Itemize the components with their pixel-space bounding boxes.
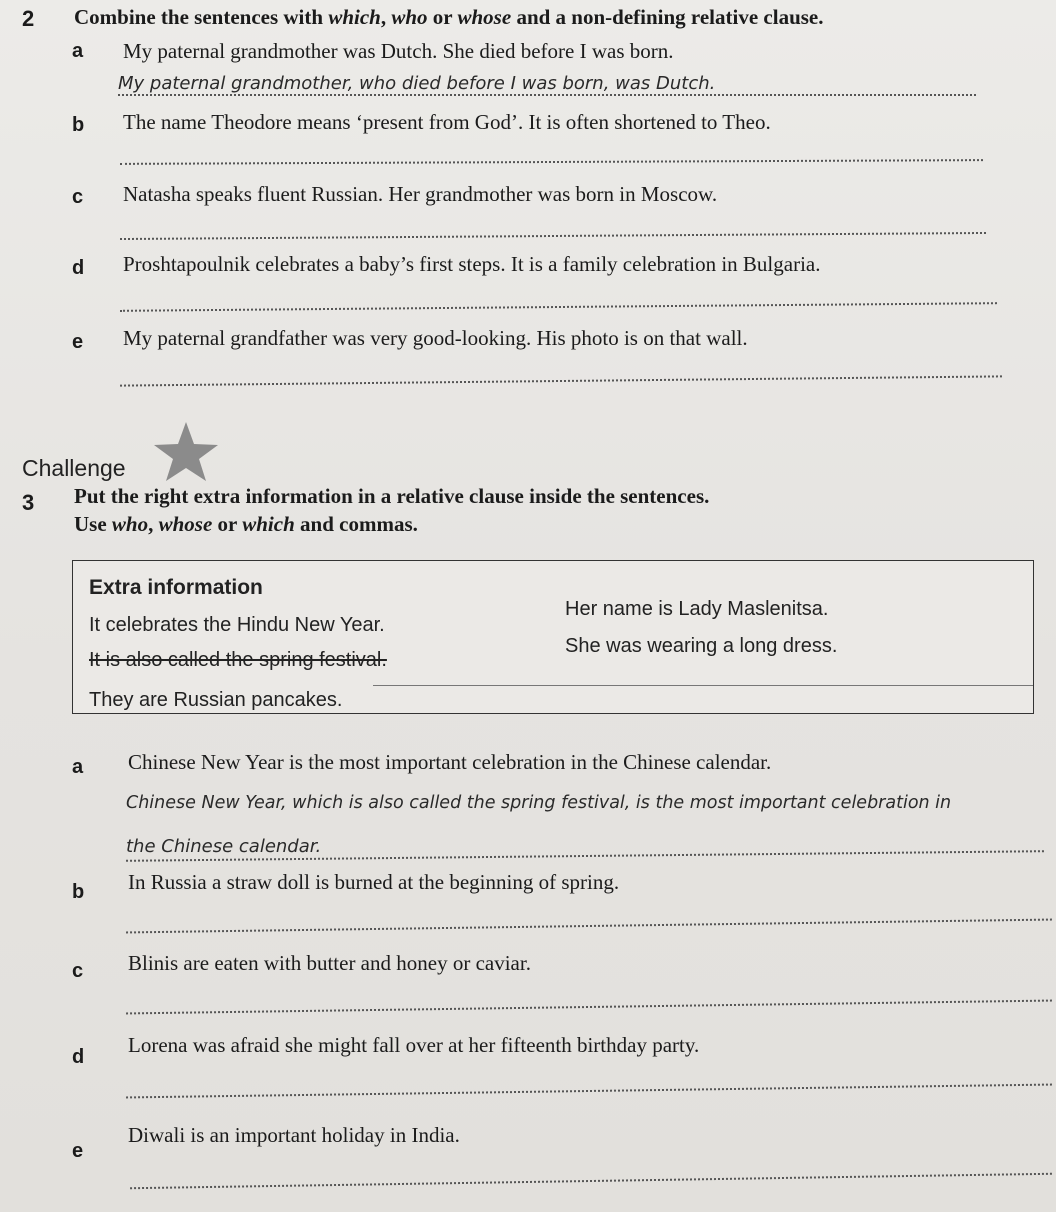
exercise-3-instruction-line2 bbox=[74, 512, 418, 537]
instruction-whose: whose bbox=[457, 5, 512, 29]
answer-line[interactable] bbox=[120, 159, 983, 165]
question-text: My paternal grandmother was Dutch. She died before I was born. bbox=[123, 39, 674, 63]
challenge-label: Challenge bbox=[22, 455, 126, 481]
instruction-whose: whose bbox=[158, 512, 213, 536]
item-letter: e bbox=[72, 1140, 84, 1162]
instruction-which: which bbox=[328, 5, 381, 29]
item-letter: c bbox=[72, 960, 84, 982]
answer-text[interactable]: Chinese New Year, which is also called the spring festival, is the most important celebration in bbox=[126, 793, 952, 813]
exercise-2-instruction bbox=[74, 5, 824, 30]
question-text: Natasha speaks fluent Russian. Her grandmother was born in Moscow. bbox=[123, 182, 718, 206]
box-divider bbox=[373, 685, 1033, 686]
instruction-text: and commas. bbox=[294, 512, 418, 536]
answer-line[interactable] bbox=[130, 1173, 1052, 1189]
star-icon bbox=[150, 418, 222, 484]
box-item: They are Russian pancakes. bbox=[89, 689, 343, 711]
answer-line[interactable] bbox=[120, 302, 997, 312]
answer-line[interactable] bbox=[126, 1084, 1052, 1099]
question-text: Lorena was afraid she might fall over at her fifteenth birthday party. bbox=[128, 1033, 700, 1057]
box-item: It celebrates the Hindu New Year. bbox=[89, 614, 385, 636]
answer-text[interactable]: My paternal grandmother, who died before I was born, was Dutch. bbox=[118, 73, 716, 94]
box-title: Extra information bbox=[89, 576, 263, 599]
question-text: In Russia a straw doll is burned at the beginning of spring. bbox=[128, 870, 620, 894]
answer-text[interactable]: the Chinese calendar. bbox=[126, 836, 322, 857]
instruction-who: who bbox=[391, 5, 428, 29]
answer-line[interactable] bbox=[120, 232, 986, 240]
item-letter: a bbox=[72, 40, 84, 62]
answer-line bbox=[118, 94, 976, 96]
box-item-crossed: It is also called the spring festival. bbox=[89, 649, 387, 671]
instruction-text: or bbox=[427, 5, 458, 29]
instruction-text: and a non-defining relative clause. bbox=[511, 5, 824, 29]
item-letter: d bbox=[72, 257, 85, 279]
box-item: She was wearing a long dress. bbox=[565, 635, 838, 657]
item-letter: a bbox=[72, 756, 84, 778]
exercise-2-number: 2 bbox=[22, 6, 35, 31]
question-text: Proshtapoulnik celebrates a baby’s first steps. It is a family celebration in Bulgaria. bbox=[123, 252, 821, 276]
question-text: Blinis are eaten with butter and honey or caviar. bbox=[128, 951, 531, 975]
item-letter: b bbox=[72, 114, 85, 136]
box-item: Her name is Lady Maslenitsa. bbox=[565, 598, 829, 620]
item-letter: c bbox=[72, 186, 84, 208]
instruction-text: Combine the sentences with bbox=[74, 5, 329, 29]
question-text: My paternal grandfather was very good-looking. His photo is on that wall. bbox=[123, 326, 748, 350]
answer-line[interactable] bbox=[126, 1000, 1052, 1015]
instruction-which: which bbox=[242, 512, 295, 536]
exercise-3-number: 3 bbox=[22, 490, 35, 515]
question-text: Chinese New Year is the most important celebration in the Chinese calendar. bbox=[128, 750, 772, 774]
instruction-text: , bbox=[148, 512, 159, 536]
item-letter: b bbox=[72, 881, 85, 903]
answer-line[interactable] bbox=[126, 919, 1052, 934]
exercise-3-instruction: Put the right extra information in a relative clause inside the sentences. bbox=[74, 484, 710, 508]
instruction-text: , bbox=[380, 5, 392, 29]
instruction-text: or bbox=[212, 512, 243, 536]
extra-information-box bbox=[72, 560, 1034, 714]
question-text: The name Theodore means ‘present from God’. It is often shortened to Theo. bbox=[123, 110, 771, 134]
instruction-text: Use bbox=[74, 512, 112, 536]
question-text: Diwali is an important holiday in India. bbox=[128, 1123, 460, 1147]
instruction-who: who bbox=[111, 512, 149, 536]
item-letter: e bbox=[72, 331, 84, 353]
item-letter: d bbox=[72, 1046, 85, 1068]
answer-line[interactable] bbox=[120, 375, 1002, 386]
